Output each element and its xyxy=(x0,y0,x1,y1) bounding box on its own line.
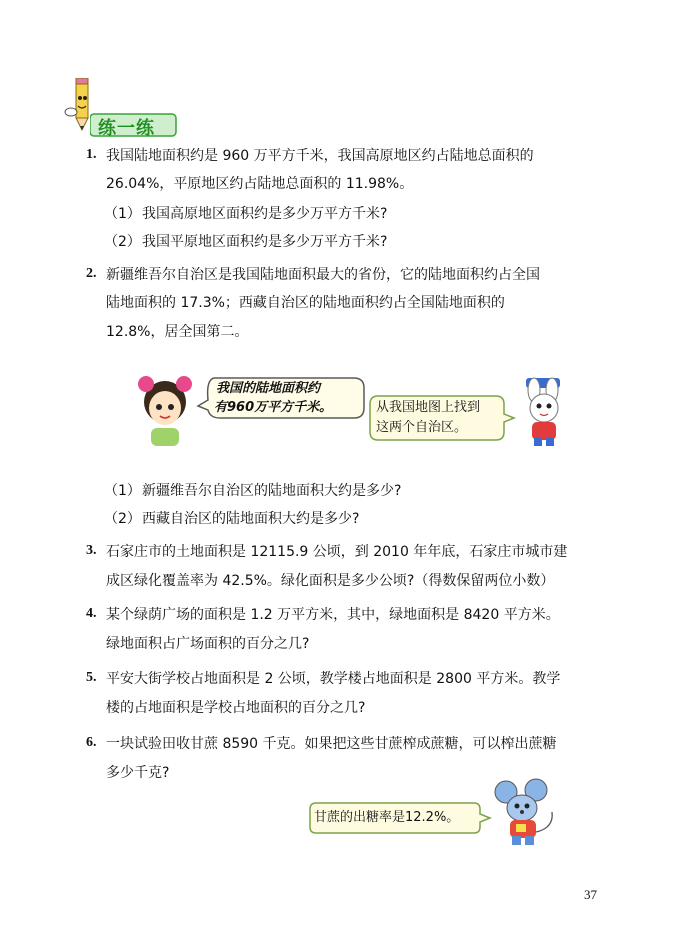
mouse-icon xyxy=(492,778,562,850)
problem-line: 26.04%，平原地区约占陆地总面积的 11.98%。 xyxy=(106,176,414,192)
problem-line: 成区绿化覆盖率为 42.5%。绿化面积是多少公顷?（得数保留两位小数） xyxy=(106,573,555,589)
problem-line: 一块试验田收甘蔗 8590 千克。如果把这些甘蔗榨成蔗糖，可以榨出蔗糖 xyxy=(106,736,557,752)
problem-line: 某个绿荫广场的面积是 1.2 万平方米，其中，绿地面积是 8420 平方米。 xyxy=(106,607,560,623)
problem-line: 我国陆地面积约是 960 万平方千米，我国高原地区约占陆地总面积的 xyxy=(106,148,534,164)
bubble-line: 我国的陆地面积约 xyxy=(216,381,321,396)
problem-line: 石家庄市的土地面积是 12115.9 公顷，到 2010 年年底，石家庄市城市建 xyxy=(106,544,568,560)
subquestion-number: （1） xyxy=(104,483,141,499)
subquestion-text: 我国高原地区面积约是多少万平方千米? xyxy=(142,206,388,222)
subquestion-text: 新疆维吾尔自治区的陆地面积大约是多少? xyxy=(142,483,402,499)
problem-line: 陆地面积的 17.3%；西藏自治区的陆地面积约占全国陆地面积的 xyxy=(106,295,505,311)
problem-line: 楼的占地面积是学校占地面积的百分之几? xyxy=(106,700,366,716)
bubble-line: 从我国地图上找到 xyxy=(376,400,481,415)
subquestion-number: （1） xyxy=(104,206,141,222)
bubble-line: 这两个自治区。 xyxy=(376,420,468,435)
problem-line: 绿地面积占广场面积的百分之几? xyxy=(106,636,310,652)
bubble-line: 甘蔗的出糖率是12.2%。 xyxy=(314,810,460,825)
problem-number: 3. xyxy=(86,543,97,558)
problem-number: 5. xyxy=(86,670,97,685)
subquestion-text: 西藏自治区的陆地面积大约是多少? xyxy=(142,511,360,527)
subquestion-number: （2） xyxy=(104,234,141,250)
problem-number: 6. xyxy=(86,735,97,750)
section-header xyxy=(62,78,182,138)
rabbit-icon xyxy=(516,376,576,448)
problem-line: 12.8%，居全国第二。 xyxy=(106,324,249,340)
section-title: 练一练 xyxy=(98,118,155,139)
problem-line: 新疆维吾尔自治区是我国陆地面积最大的省份，它的陆地面积约占全国 xyxy=(106,267,540,283)
problem-line: 平安大街学校占地面积是 2 公顷，教学楼占地面积是 2800 平方米。教学 xyxy=(106,671,561,687)
bubble-line: 有960万平方千米。 xyxy=(214,400,333,415)
subquestion-number: （2） xyxy=(104,511,141,527)
problem-line: 多少千克? xyxy=(106,765,170,781)
girl-icon xyxy=(136,370,194,448)
problem-number: 1. xyxy=(86,147,97,162)
subquestion-text: 我国平原地区面积约是多少万平方千米? xyxy=(142,234,388,250)
problem-number: 2. xyxy=(86,266,97,281)
problem-number: 4. xyxy=(86,606,97,621)
page-number: 37 xyxy=(584,887,597,902)
